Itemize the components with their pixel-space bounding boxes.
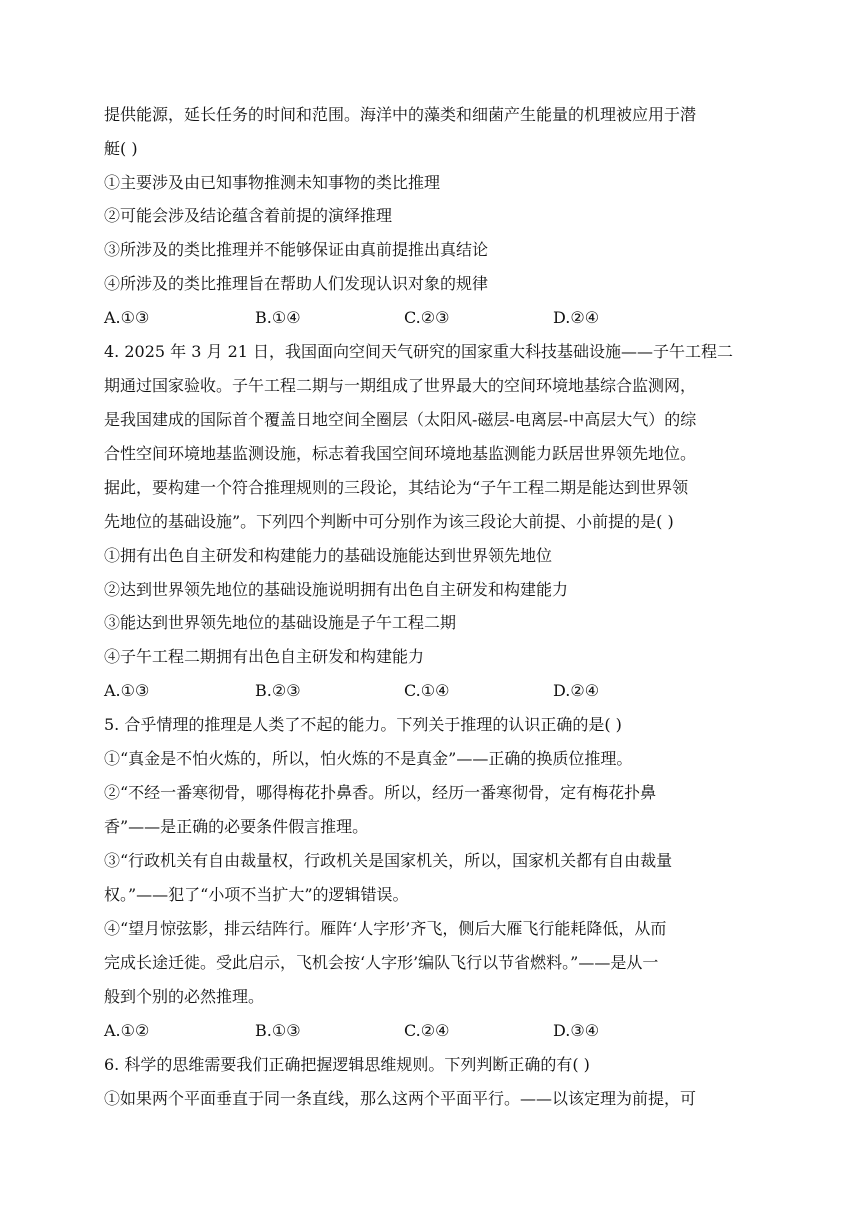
q5-statement-4-line-3: 般到个别的必然推理。	[104, 987, 265, 1006]
q3-option-b: B.①④	[255, 308, 301, 327]
q4-text-line-5: 据此，要构建一个符合推理规则的三段论，其结论为“子午工程二期是能达到世界领	[104, 478, 689, 497]
q4-text-line-3: 是我国建成的国际首个覆盖日地空间全圈层（太阳风-磁层-电离层-中高层大气）的综	[104, 410, 697, 429]
q3-text-line-2: 艇( )	[104, 139, 138, 158]
q5-statement-4-line-2: 完成长途迁徙。受此启示，飞机会按‘人字形’编队飞行以节省燃料。”——是从一	[104, 953, 659, 972]
q3-statement-4: ④所涉及的类比推理旨在帮助人们发现认识对象的规律	[104, 274, 489, 293]
q4-option-a: A.①③	[104, 681, 150, 700]
q5-statement-2-line-2: 香”——是正确的必要条件假言推理。	[104, 817, 369, 836]
q6-statement-1: ①如果两个平面垂直于同一条直线，那么这两个平面平行。——以该定理为前提，可	[104, 1089, 697, 1108]
q4-option-d: D.②④	[553, 681, 600, 700]
q5-statement-2-line-1: ②“不经一番寒彻骨，哪得梅花扑鼻香。所以，经历一番寒彻骨，定有梅花扑鼻	[104, 783, 657, 802]
q5-option-b: B.①③	[255, 1021, 301, 1040]
q3-statement-2: ②可能会涉及结论蕴含着前提的演绎推理	[104, 206, 393, 225]
q5-statement-3-line-2: 权。”——犯了“小项不当扩大”的逻辑错误。	[104, 885, 409, 904]
q4-statement-4: ④子午工程二期拥有出色自主研发和构建能力	[104, 647, 425, 666]
q5-text-line-1: 5. 合乎情理的推理是人类了不起的能力。下列关于推理的认识正确的是( )	[104, 715, 622, 734]
q5-option-a: A.①②	[104, 1021, 150, 1040]
q5-option-c: C.②④	[404, 1021, 450, 1040]
q4-statement-3: ③能达到世界领先地位的基础设施是子午工程二期	[104, 613, 457, 632]
q5-statement-3-line-1: ③“行政机关有自由裁量权，行政机关是国家机关，所以，国家机关都有自由裁量	[104, 851, 673, 870]
q3-option-a: A.①③	[104, 308, 150, 327]
q4-text-line-1: 4. 2025 年 3 月 21 日，我国面向空间天气研究的国家重大科技基础设施——子午工程二	[104, 342, 734, 361]
q4-option-c: C.①④	[404, 681, 450, 700]
q3-option-d: D.②④	[553, 308, 600, 327]
q6-text-line-1: 6. 科学的思维需要我们正确把握逻辑思维规则。下列判断正确的有( )	[104, 1055, 590, 1074]
q3-statement-3: ③所涉及的类比推理并不能够保证由真前提推出真结论	[104, 240, 489, 259]
q4-statement-2: ②达到世界领先地位的基础设施说明拥有出色自主研发和构建能力	[104, 580, 569, 599]
q3-option-c: C.②③	[404, 308, 450, 327]
q4-text-line-4: 合性空间环境地基监测设施，标志着我国空间环境地基监测能力跃居世界领先地位。	[104, 444, 697, 463]
q5-statement-1: ①“真金是不怕火炼的，所以，怕火炼的不是真金”——正确的换质位推理。	[104, 749, 633, 768]
q4-text-line-2: 期通过国家验收。子午工程二期与一期组成了世界最大的空间环境地基综合监测网，	[104, 376, 697, 395]
q4-option-b: B.②③	[255, 681, 301, 700]
q4-text-line-6: 先地位的基础设施”。下列四个判断中可分别作为该三段论大前提、小前提的是( )	[104, 512, 674, 531]
q4-statement-1: ①拥有出色自主研发和构建能力的基础设施能达到世界领先地位	[104, 546, 553, 565]
q5-statement-4-line-1: ④“望月惊弦影，排云结阵行。雁阵‘人字形’齐飞，侧后大雁飞行能耗降低，从而	[104, 919, 667, 938]
q3-text-line-1: 提供能源，延长任务的时间和范围。海洋中的藻类和细菌产生能量的机理被应用于潜	[104, 105, 697, 124]
q3-statement-1: ①主要涉及由已知事物推测未知事物的类比推理	[104, 173, 441, 192]
q5-option-d: D.③④	[553, 1021, 600, 1040]
